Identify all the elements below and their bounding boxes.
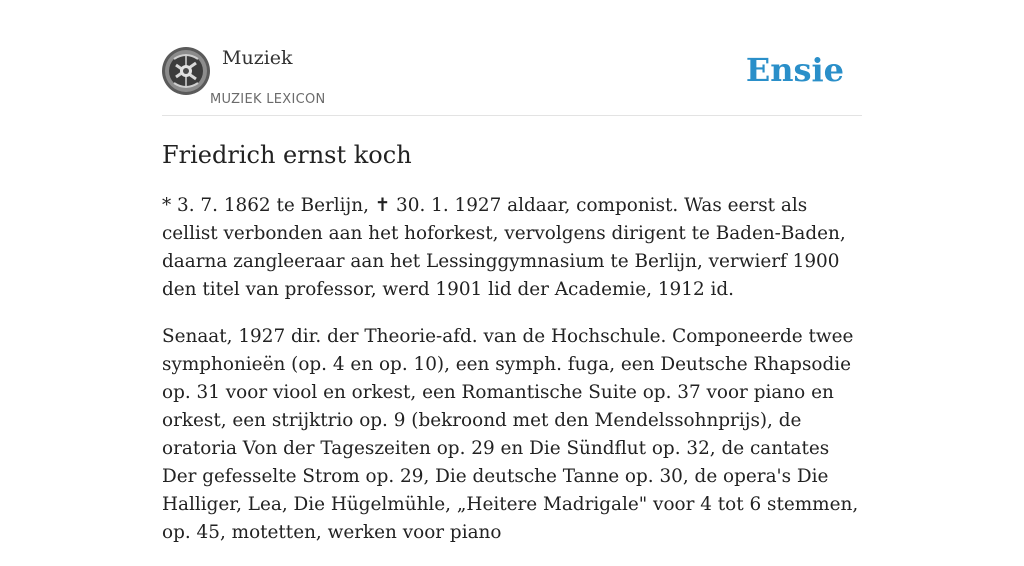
source-subtitle[interactable]: MUZIEK LEXICON: [210, 92, 326, 107]
ensie-logo[interactable]: Ensie: [745, 51, 844, 89]
article-paragraph: * 3. 7. 1862 te Berlijn, ✝ 30. 1. 1927 aldaar, componist. Was eerst als cellist verbonden aan het hoforkest, vervolgens dirigent te Baden-Baden, daarna zangleeraar aan het Lessinggymnasium te Berlijn, verwierf 1900 den titel van professor, werd 1901 lid der Academie, 1912 id.: [162, 195, 846, 300]
site-header: [162, 40, 862, 116]
article-body: [162, 192, 862, 566]
article-paragraph: Senaat, 1927 dir. der Theorie-afd. van de Hochschule. Componeerde twee symphonieën (op. 4 en op. 10), een symph. fuga, een Deutsche Rhapsodie op. 31 voor viool en orkest, een Romantische Suite op. 37 voor piano en orkest, een strijktrio op. 9 (bekroond met den Mendelssohnprijs), de oratoria Von der Tageszeiten op. 29 en Die Sündflut op. 32, de cantates Der gefesselte Strom op. 29, Die deutsche Tanne op. 30, de opera's Die Halliger, Lea, Die Hügelmühle, „Heitere Madrigale" voor 4 tot 6 stemmen, op. 45, motetten, werken voor piano: [162, 326, 859, 543]
article-title: Friedrich ernst koch: [162, 141, 412, 169]
logo-graphic: [162, 47, 210, 95]
source-name[interactable]: Muziek: [222, 47, 293, 69]
muziek-lexicon-logo-icon[interactable]: [162, 47, 210, 95]
